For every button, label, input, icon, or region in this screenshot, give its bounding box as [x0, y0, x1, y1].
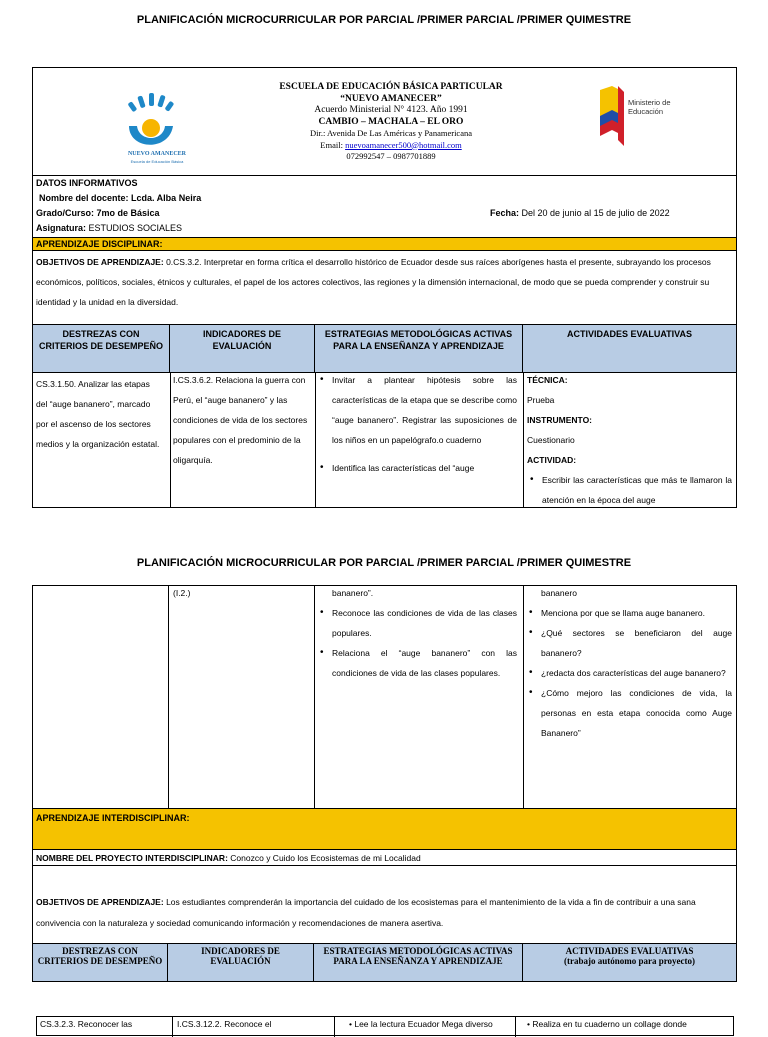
cut-indicador: I.CS.3.12.2. Reconoce el [177, 1019, 272, 1029]
actividad-item: • Escribir las características que más te llamaron la atención en la época del auge [527, 470, 732, 510]
actividad-cont-text: bananero [541, 588, 577, 598]
planning-table-page3 [36, 1016, 734, 1036]
header-estrategias-2: ESTRATEGIAS METODOLÓGICAS ACTIVAS PARA LA ENSEÑANZA Y APRENDIZAJE [314, 944, 523, 982]
estrategia-item: • Identifica las características del “auge [317, 458, 517, 478]
cut-actividad-text: Realiza en tu cuaderno un collage donde [532, 1019, 687, 1029]
estrategia-cont-text: bananero”. [332, 588, 374, 598]
column-divider [314, 586, 315, 809]
divider [33, 175, 736, 176]
subject-label: Asignatura: [36, 223, 87, 233]
school-header [241, 82, 541, 163]
school-agreement: Acuerdo Ministerial N° 4123. Año 1991 [314, 105, 468, 115]
logo-text: NUEVO AMANECER [127, 151, 187, 157]
actividad-item: • Menciona por que se llama auge bananero. [526, 603, 732, 623]
planning-table-page2 [32, 585, 737, 981]
proyecto-label: NOMBRE DEL PROYECTO INTERDISCIPLINAR: [36, 853, 228, 863]
objetivos-block [36, 252, 733, 312]
actividades-cont [526, 583, 732, 743]
estrategias-cont [317, 583, 517, 683]
header-actividades-2-subtitle: (trabajo autónomo para proyecto) [563, 956, 696, 966]
objetivos-text: 0.CS.3.2. Interpretar en forma crítica el desarrollo histórico de Ecuador desde sus raíces aborígenes hasta el presente, subrayando los procesos económicos, políticos, sociales, étnicos y culturales, el papel de los actores colectivos, las regiones y la dimensión internacional, de modo que se pueda comprender y construir su identidad y la unidad en la diversidad. [36, 257, 711, 307]
column-divider [523, 372, 524, 507]
school-address: Dir.: Avenida De Las Américas y Panamericana [310, 128, 472, 138]
column-divider [172, 1017, 173, 1037]
ministry-flag-icon [598, 86, 678, 148]
header-destrezas: DESTREZAS CON CRITERIOS DE DESEMPEÑO [33, 325, 170, 372]
logo-subtext: Escuela de Educación Básica [130, 159, 184, 164]
subject-line [36, 222, 182, 234]
estrategia-item: • Reconoce las condiciones de vida de las clases populares. [317, 603, 517, 643]
school-phones: 072992547 – 0987701889 [346, 151, 436, 161]
cut-estrategia: • Lee la lectura Ecuador Mega diverso [349, 1019, 493, 1029]
subject-value: ESTUDIOS SOCIALES [88, 223, 183, 233]
column-divider [515, 1017, 516, 1037]
cut-actividad: • Realiza en tu cuaderno un collage donde [527, 1019, 687, 1029]
indicador-cont: (I.2.) [173, 588, 191, 598]
page-title-2: PLANIFICACIÓN MICROCURRICULAR POR PARCIAL /PRIMER PARCIAL /PRIMER QUIMESTRE [136, 557, 632, 569]
header-actividades: ACTIVIDADES EVALUATIVAS [523, 325, 736, 372]
actividades-cell [527, 370, 732, 510]
actividad-item: • ¿Qué sectores se beneficiaron del auge bananero? [526, 623, 732, 663]
proyecto-line [36, 853, 421, 863]
school-logo-icon [111, 88, 201, 178]
instrumento-label: INSTRUMENTO: [527, 415, 593, 425]
tecnica-label: TÉCNICA: [527, 375, 568, 385]
objetivos-2-text: Los estudiantes comprenderán la importancia del cuidado de los ecosistemas para el mantenimiento de la vida a fin de contribuir a una sana convivencia con la naturaleza y sociedad comunicando información y recomendaciones de manera asertiva. [36, 897, 696, 928]
date-line [490, 207, 670, 219]
tecnica-value: Prueba [527, 395, 555, 405]
aprendizaje-disciplinar-bar: APRENDIZAJE DISCIPLINAR: [33, 237, 736, 251]
aprendizaje-interdisciplinar-bar: APRENDIZAJE INTERDISCIPLINAR: [33, 808, 736, 850]
divider [32, 981, 737, 982]
objetivos-2-block [36, 892, 733, 934]
header-estrategias: ESTRATEGIAS METODOLÓGICAS ACTIVAS PARA LA ENSEÑANZA Y APRENDIZAJE [315, 325, 523, 372]
date-label: Fecha: [490, 208, 520, 218]
actividad-item: • ¿redacta dos características del auge bananero? [526, 663, 732, 683]
school-location: CAMBIO – MACHALA – EL ORO [318, 116, 464, 127]
school-email-line [241, 140, 541, 152]
teacher-name: Nombre del docente: Lcda. Alba Neira [39, 193, 202, 203]
info-heading: DATOS INFORMATIVOS [36, 178, 138, 188]
column-divider [334, 1017, 335, 1037]
header-indicadores: INDICADORES DE EVALUACIÓN [170, 325, 315, 372]
divider [33, 865, 736, 866]
email-link[interactable]: nuevoamanecer500@hotmail.com [345, 139, 462, 150]
school-quoted-name: “NUEVO AMANECER” [340, 93, 442, 104]
email-label: Email: [320, 139, 343, 150]
objetivos-2-label: OBJETIVOS DE APRENDIZAJE: [36, 897, 164, 907]
header-actividades-2 [523, 944, 736, 982]
grade-course: Grado/Curso: 7mo de Básica [36, 208, 160, 218]
school-logo [111, 88, 201, 178]
column-divider [523, 586, 524, 809]
actividad-item: • ¿Cómo mejoro las condiciones de vida, la personas en esta etapa conocida como Auge Bananero” [526, 683, 732, 743]
cut-estrategia-text: Lee la lectura Ecuador Mega diverso [354, 1019, 493, 1029]
column-divider [315, 372, 316, 507]
ministry-logo [598, 86, 678, 148]
instrumento-value: Cuestionario [527, 435, 575, 445]
estrategia-item: • Relaciona el “auge bananero” con las condiciones de vida de las clases populares. [317, 643, 517, 683]
header-actividades-2-title: ACTIVIDADES EVALUATIVAS [565, 946, 694, 956]
proyecto-name: Conozco y Cuido los Ecosistemas de mi Localidad [230, 853, 421, 863]
column-divider [168, 586, 169, 809]
page-title: PLANIFICACIÓN MICROCURRICULAR POR PARCIAL /PRIMER PARCIAL /PRIMER QUIMESTRE [136, 14, 632, 26]
actividad-label: ACTIVIDAD: [527, 455, 577, 465]
cut-destreza: CS.3.2.3. Reconocer las [40, 1019, 133, 1029]
estrategias-cell [317, 370, 517, 478]
estrategia-item: • Invitar a plantear hipótesis sobre las características de la etapa que se describe como “auge bananero”. Registrar las suposiciones de los niños en un papelógrafo.o cuaderno [317, 370, 517, 450]
destreza-cell: CS.3.1.50. Analizar las etapas del “auge bananero”, marcado por el ascenso de los sectores medios y la organización estatal. [36, 379, 160, 449]
indicador-cell: I.CS.3.6.2. Relaciona la guerra con Perú, el “auge bananero” y las condiciones de vida de los sectores populares con el predominio de la oligarquía. [173, 375, 308, 465]
planning-table-page1 [32, 67, 737, 508]
school-name: ESCUELA DE EDUCACIÓN BÁSICA PARTICULAR [279, 82, 503, 92]
objetivos-label: OBJETIVOS DE APRENDIZAJE: [36, 257, 164, 267]
header-indicadores-2: INDICADORES DE EVALUACIÓN [168, 944, 314, 982]
date-value: Del 20 de junio al 15 de julio de 2022 [521, 208, 670, 218]
column-divider [170, 372, 171, 507]
ministry-text: Ministerio de Educación [628, 98, 671, 116]
header-destrezas-2: DESTREZAS CON CRITERIOS DE DESEMPEÑO [33, 944, 168, 982]
